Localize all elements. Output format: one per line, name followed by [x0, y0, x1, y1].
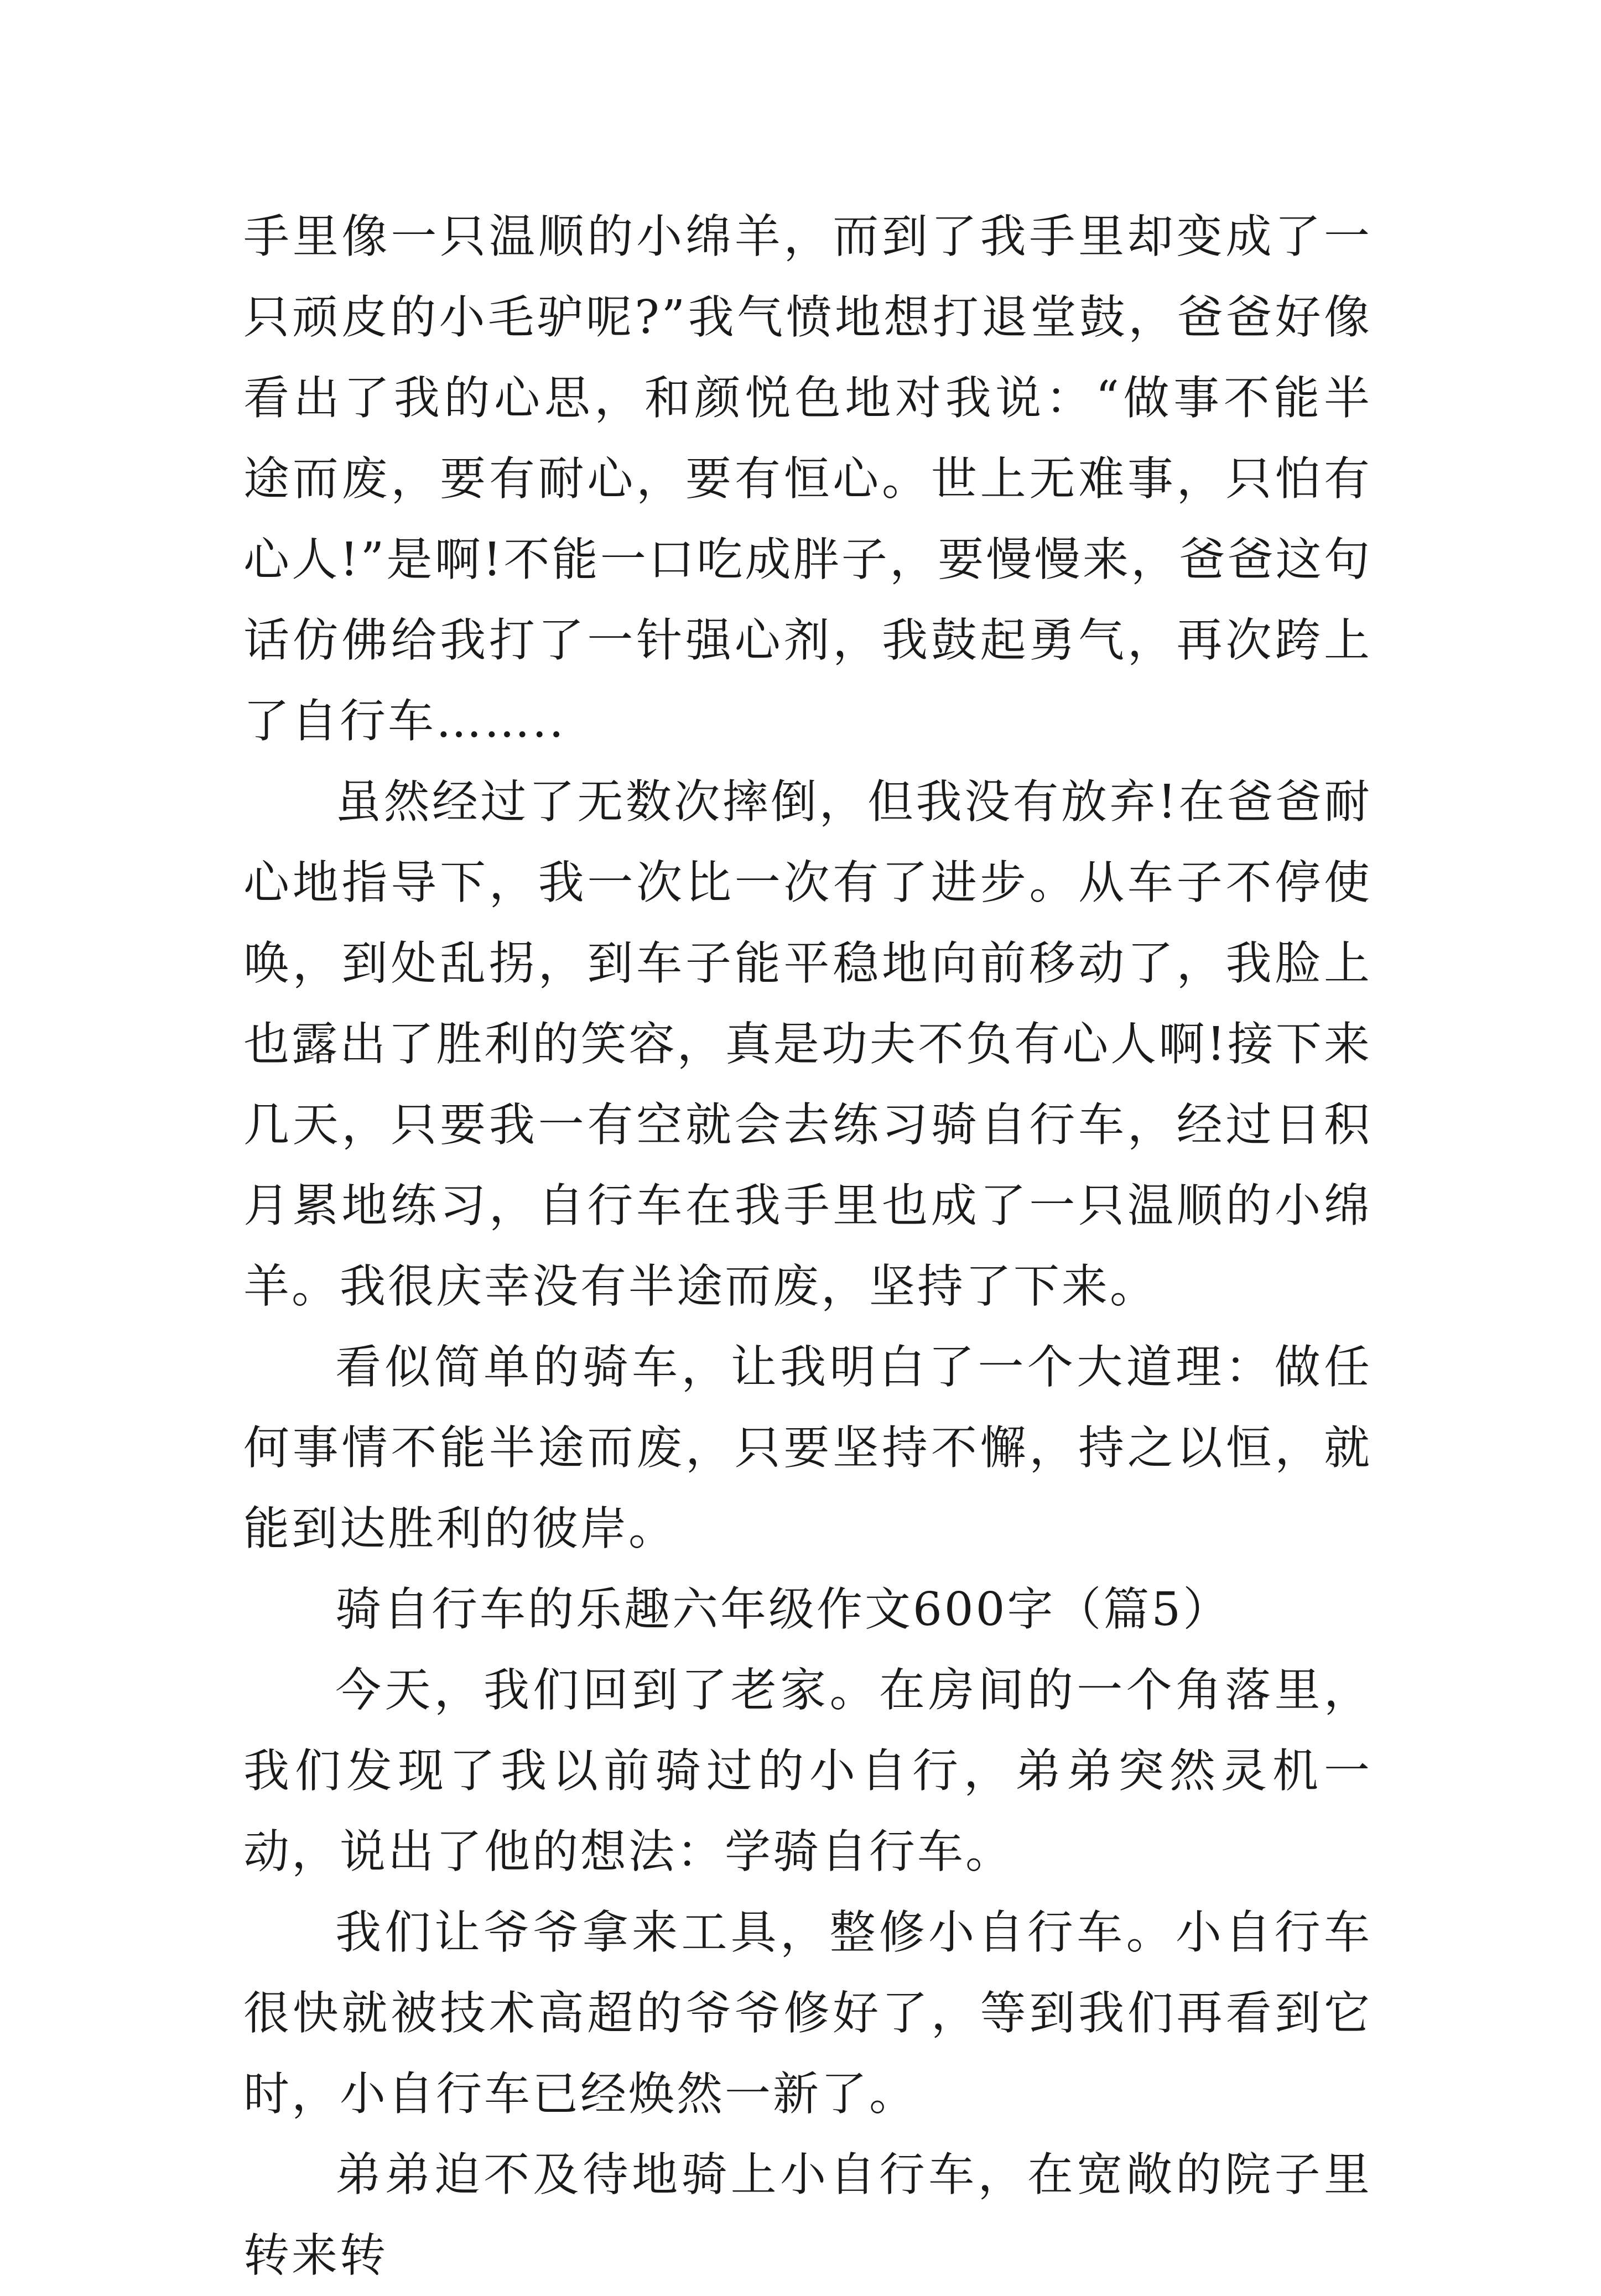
- paragraph-continued: 手里像一只温顺的小绵羊，而到了我手里却变成了一只顽皮的小毛驴呢?”我气愤地想打退堂鼓，爸爸好像看出了我的心思，和颜悦色地对我说：“做事不能半途而废，要有耐心，要有恒心。世上无难事，只怕有心人!”是啊!不能一口吃成胖子，要慢慢来，爸爸这句话仿佛给我打了一针强心剂，我鼓起勇气，再次跨上了自行车……..: [243, 210, 1372, 748]
- document-body: [243, 196, 1372, 2296]
- paragraph-practice-progress: 虽然经过了无数次摔倒，但我没有放弃!在爸爸耐心地指导下，我一次比一次有了进步。从车子不停使唤，到处乱拐，到车子能平稳地向前移动了，我脸上也露出了胜利的笑容，真是功夫不负有心人啊!接下来几天，只要我一有空就会去练习骑自行车，经过日积月累地练习，自行车在我手里也成了一只温顺的小绵羊。我很庆幸没有半途而废，坚持了下来。: [243, 775, 1372, 1313]
- paragraph-riding: 弟弟迫不及待地骑上小自行车，在宽敞的院子里转来转: [243, 2148, 1372, 2282]
- paragraph-lesson: 看似简单的骑车，让我明白了一个大道理：做任何事情不能半途而废，只要坚持不懈，持之以恒，就能到达胜利的彼岸。: [243, 1340, 1372, 1555]
- paragraph-hometown: 今天，我们回到了老家。在房间的一个角落里，我们发现了我以前骑过的小自行，弟弟突然灵机一动，说出了他的想法：学骑自行车。: [243, 1663, 1372, 1878]
- section-heading: 骑自行车的乐趣六年级作文600字（篇5）: [335, 1582, 1231, 1636]
- paragraph-repair: 我们让爷爷拿来工具，整修小自行车。小自行车很快就被技术高超的爷爷修好了，等到我们再看到它时，小自行车已经焕然一新了。: [243, 1905, 1372, 2121]
